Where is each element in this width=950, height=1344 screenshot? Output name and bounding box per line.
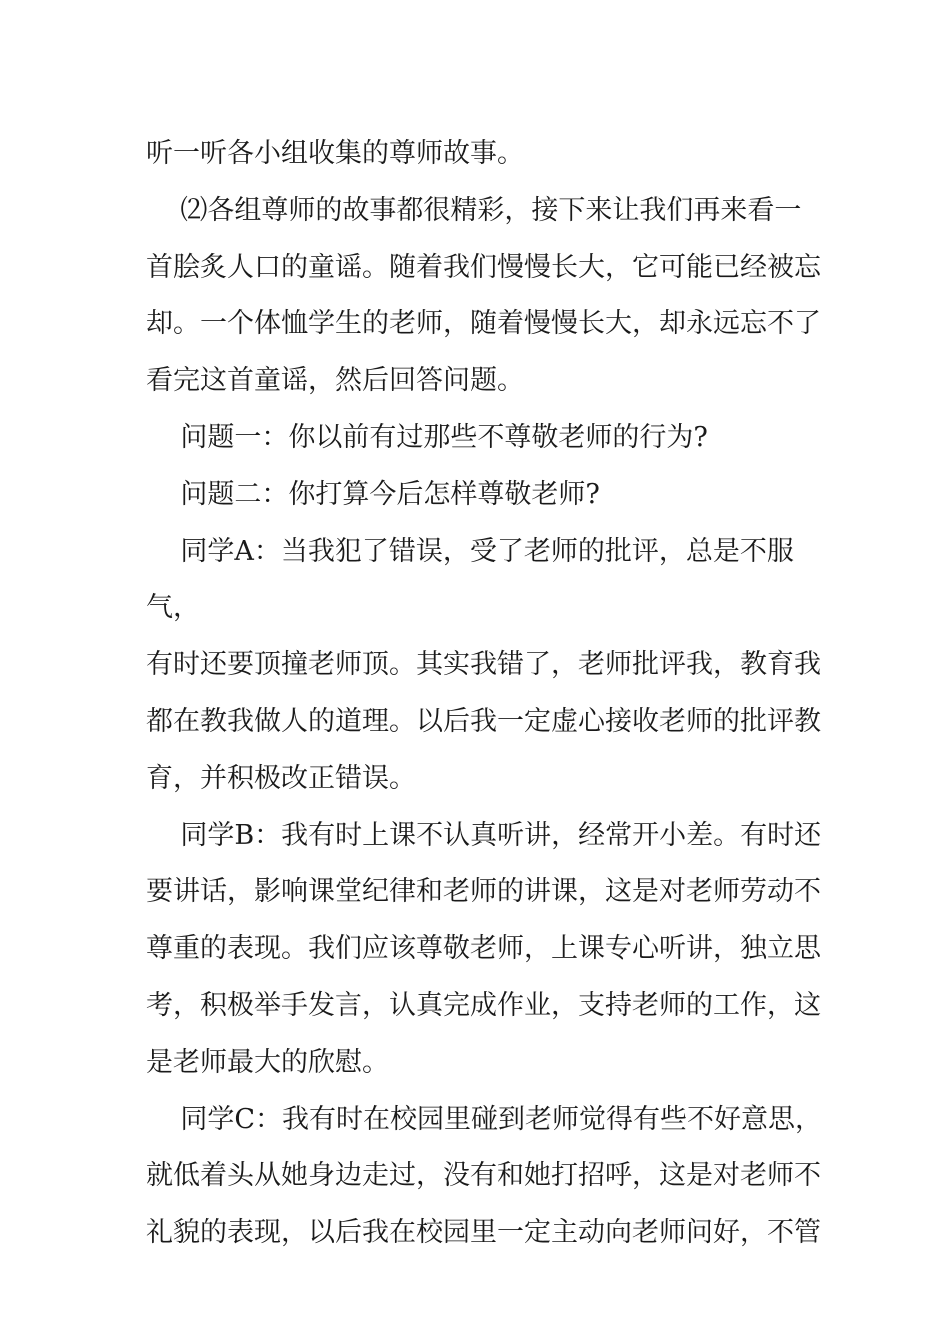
paragraph-question-one: 问题一：你以前有过那些不尊敬老师的行为? [146, 421, 708, 453]
paragraph-student-a: 同学A：当我犯了错误，受了老师的批评，总是不服气， 有时还要顶撞老师顶。其实我错了，老师批评我，教育我 都在教我做人的道理。以后我一定虚心接收老师的批评教 育，并积极改正错误。 [146, 535, 821, 794]
paragraph-student-c: 同学C：我有时在校园里碰到老师觉得有些不好意思， 就低着头从她身边走过，没有和她打招呼，这是对老师不 礼貌的表现，以后我在校园里一定主动向老师问好，不管 [146, 1103, 823, 1249]
paragraph-continuation: 听一听各小组收集的尊师故事。 [146, 138, 524, 169]
paragraph-student-b: 同学B：我有时上课不认真听讲，经常开小差。有时还 要讲话，影响课堂纪律和老师的讲课，这是对老师劳动不 尊重的表现。我们应该尊敬老师，上课专心听讲，独立思 考，积极举手发言，认真完成作业，支持老师的工作，这 是老师最大的欣慰。 [146, 819, 822, 1078]
document-body [146, 126, 826, 1262]
paragraph-story-intro: ⑵各组尊师的故事都很精彩，接下来让我们再来看一 首脍炙人口的童谣。随着我们慢慢长大，它可能已经被忘 却。一个体恤学生的老师，随着慢慢长大，却永远忘不了 看完这首童谣，然后回答问题。 [146, 194, 821, 397]
paragraph-question-two: 问题二：你打算今后怎样尊敬老师? [146, 478, 600, 510]
